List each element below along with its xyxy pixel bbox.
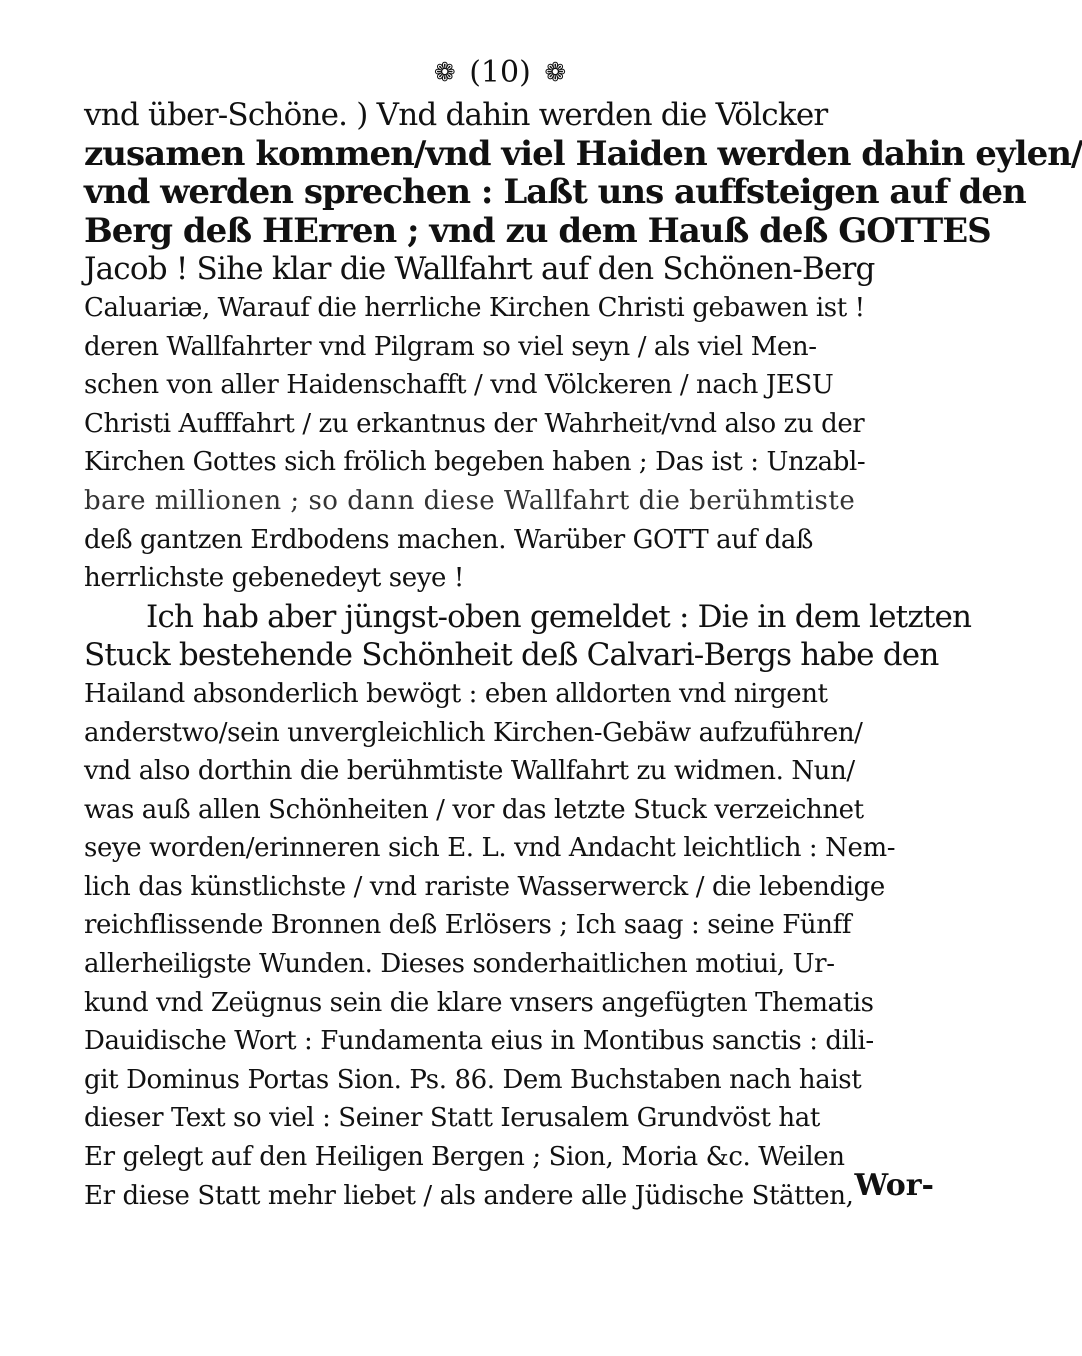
- text-line: was auß allen Schönheiten / vor das letzte Stuck verzeichnet: [84, 794, 864, 825]
- body-text: [84, 96, 1082, 1215]
- text-line: vnd also dorthin die berühmtiste Wallfahrt zu widmen. Nun/: [84, 756, 855, 787]
- catchword: Wor-: [854, 1168, 934, 1203]
- text-line: anderstwo/sein unvergleichlich Kirchen-Gebäw aufzuführen/: [84, 717, 863, 748]
- text-line: kund vnd Zeügnus sein die klare vnsers angefügten Thematis: [84, 987, 874, 1018]
- text-line: vnd werden sprechen : Laßt uns auffsteigen auf den: [84, 172, 1026, 213]
- ornament-right-icon: ❁: [544, 58, 567, 88]
- text-line: zusamen kommen/vnd viel Haiden werden dahin eylen/: [84, 133, 1082, 174]
- text-line: Caluariæ, Warauf die herrliche Kirchen Christi gebawen ist !: [84, 292, 865, 323]
- text-line: Er gelegt auf den Heiligen Bergen ; Sion, Moria &c. Weilen: [84, 1142, 845, 1173]
- text-line: deren Wallfahrter vnd Pilgram so viel seyn / als viel Men-: [84, 331, 817, 362]
- text-line: schen von aller Haidenschafft / vnd Völckeren / nach JESU: [84, 370, 834, 401]
- page-header: [0, 52, 1000, 93]
- ornament-left-icon: ❁: [433, 58, 456, 88]
- text-line: Kirchen Gottes sich frölich begeben haben ; Das ist : Unzabl-: [84, 447, 866, 478]
- text-line: allerheiligste Wunden. Dieses sonderhaitlichen motiui, Ur-: [84, 949, 835, 980]
- text-line: lich das künstlichste / vnd rariste Wasserwerck / die lebendige: [84, 871, 885, 902]
- text-line: Ich hab aber jüngst-oben gemeldet : Die in dem letzten: [146, 598, 972, 635]
- text-line: herrlichste gebenedeyt seye !: [84, 563, 464, 594]
- text-line: Dauidische Wort : Fundamenta eius in Montibus sanctis : dili-: [84, 1026, 874, 1057]
- text-line: Jacob ! Sihe klar die Wallfahrt auf den Schönen-Berg: [84, 251, 875, 288]
- text-line: Christi Aufffahrt / zu erkantnus der Wahrheit/vnd also zu der: [84, 408, 865, 439]
- text-line: deß gantzen Erdbodens machen. Warüber GOTT auf daß: [84, 524, 813, 555]
- page-number: (10): [469, 55, 531, 90]
- text-line: dieser Text so viel : Seiner Statt Ierusalem Grundvöst hat: [84, 1103, 820, 1134]
- text-line: Hailand absonderlich bewögt : eben alldorten vnd nirgent: [84, 678, 828, 709]
- text-line: git Dominus Portas Sion. Ps. 86. Dem Buchstaben nach haist: [84, 1064, 862, 1095]
- text-line: reichflissende Bronnen deß Erlösers ; Ich saag : seine Fünff: [84, 910, 852, 941]
- text-line: bare millionen ; so dann diese Wallfahrt die berühmtiste: [84, 485, 856, 516]
- text-line: seye worden/erinneren sich E. L. vnd Andacht leichtlich : Nem-: [84, 833, 896, 864]
- text-line: Stuck bestehende Schönheit deß Calvari-Bergs habe den: [84, 637, 939, 674]
- text-line: Berg deß HErren ; vnd zu dem Hauß deß GOTTES: [84, 210, 991, 251]
- text-line: Er diese Statt mehr liebet / als andere alle Jüdische Stätten,: [84, 1180, 854, 1211]
- text-line: vnd über-Schöne. ) Vnd dahin werden die Völcker: [84, 97, 828, 133]
